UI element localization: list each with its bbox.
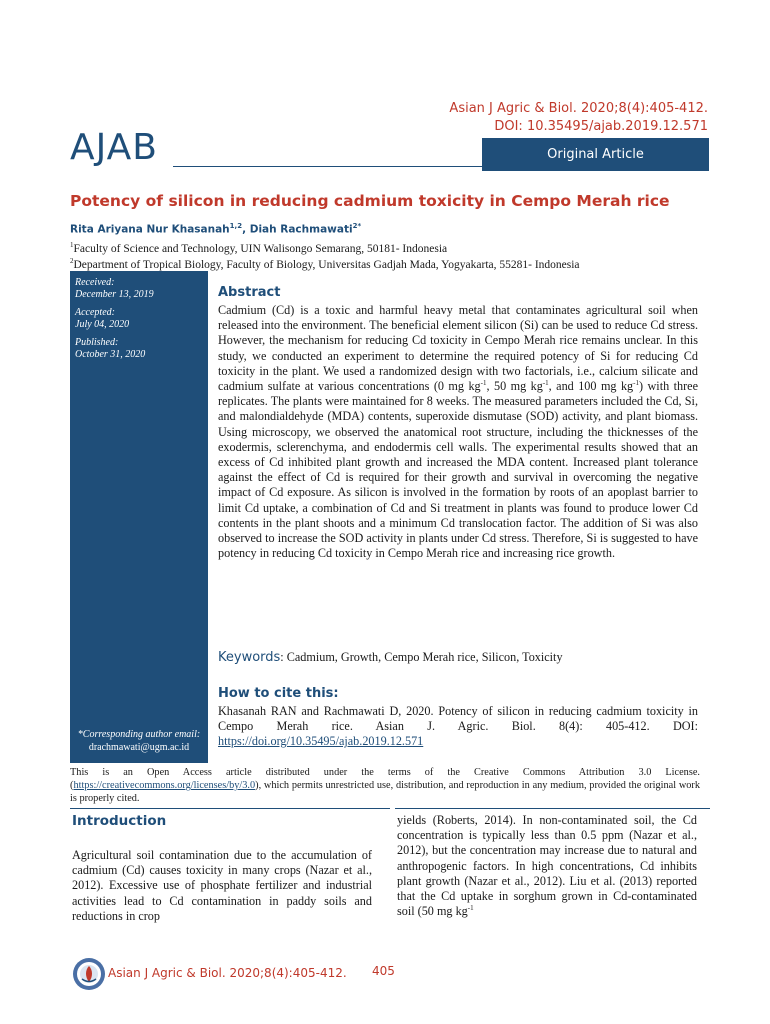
corresponding-email[interactable]: drachmawati@ugm.ac.id <box>88 742 190 753</box>
keywords <box>218 650 708 665</box>
received-label: Received: <box>75 277 115 288</box>
how-to-cite-body: Khasanah RAN and Rachmawati D, 2020. Potency of silicon in reducing cadmium toxicity in Cempo Merah rice. Asian J. Agric. Biol. 8(4): 405-412. DOI: https://doi.org/10.35495/ajab.2019.12.571 <box>218 704 698 749</box>
affiliation-marker: 1 <box>70 241 74 249</box>
introduction-left-column: Agricultural soil contamination due to the accumulation of cadmium (Cd) causes toxicity in many crops (Nazar et al., 2012). Excessive use of phosphate fertilizer and industrial activities lead to Cd contamination in paddy soils and reductions in crop <box>72 848 372 923</box>
author-affil-marker: 1,2 <box>229 222 243 230</box>
page-number: 405 <box>372 964 395 978</box>
header-citation-line1: Asian J Agric & Biol. 2020;8(4):405-412. <box>449 101 708 116</box>
section-rule-left <box>70 808 390 809</box>
accepted-date <box>75 307 205 331</box>
corresponding-label: *Corresponding author email: <box>77 729 201 740</box>
accepted-label: Accepted: <box>75 307 115 318</box>
received-date <box>75 277 205 301</box>
author-name: Rita Ariyana Nur Khasanah <box>70 223 230 236</box>
received-value: December 13, 2019 <box>75 289 154 300</box>
journal-logo: AJAB <box>70 127 158 168</box>
keywords-label: Keywords <box>218 650 281 665</box>
published-date <box>75 337 205 361</box>
published-value: October 31, 2020 <box>75 349 146 360</box>
license-notice: This is an Open Access article distributed under the terms of the Creative Commons Attribution 3.0 License. (https://creativecommons.org/licenses/by/3.0), which permits unrestricted use, distribution, and reproduction in any medium, provided the original work is properly cited. <box>70 767 700 805</box>
affiliation-text: Faculty of Science and Technology, UIN Walisongo Semarang, 50181- Indonesia <box>73 242 448 255</box>
footer-citation: Asian J Agric & Biol. 2020;8(4):405-412. <box>108 966 347 980</box>
author-affil-marker: 2* <box>352 222 362 230</box>
article-type-badge: Original Article <box>482 138 709 171</box>
abstract-heading: Abstract <box>218 285 281 300</box>
affiliation-2 <box>70 254 580 272</box>
header-doi-line[interactable]: DOI: 10.35495/ajab.2019.12.571 <box>494 119 708 134</box>
accepted-value: July 04, 2020 <box>75 319 130 330</box>
article-dates <box>75 277 205 367</box>
affiliation-text: Department of Tropical Biology, Faculty of Biology, Universitas Gadjah Mada, Yogyakarta, 55281- Indonesia <box>73 258 580 271</box>
article-title: Potency of silicon in reducing cadmium toxicity in Cempo Merah rice <box>70 192 670 210</box>
affiliation-marker: 2 <box>70 257 74 265</box>
introduction-right-column: yields (Roberts, 2014). In non-contaminated soil, the Cd concentration is typically less than 0.5 ppm (Nazar et al., 2012), but the concentration may increase due to natural and anthropogenic factors. In high concentrations, Cd inhibits plant growth (Nazar et al., 2012). Liu et al. (2013) reported that the Cd uptake in sorghum grown in Cd-contaminated soil (50 mg $kg^{-1}$ <box>397 813 697 919</box>
journal-seal-icon <box>72 957 106 991</box>
author-separator: , <box>242 223 250 236</box>
introduction-heading: Introduction <box>72 813 167 829</box>
published-label: Published: <box>75 337 119 348</box>
section-rule-right <box>395 808 710 809</box>
header-citation <box>449 100 708 136</box>
how-to-cite-heading: How to cite this: <box>218 686 339 701</box>
abstract-body: Cadmium (Cd) is a toxic and harmful heavy metal that contaminates agricultural soil when released into the environment. The beneficial element silicon (Si) can be used to reduce Cd stress. However, the mechanism for reducing Cd toxicity in Cempo Merah rice remains unclear. In this study, we conducted an experiment to determine the required potency of Si for reducing Cd toxicity in the plant. We used a randomized design with two factorials, i.e., calcium silicate and cadmium sulfate at various concentrations (0 mg $kg^{-1}$, 50 mg $kg^{-1}$, and 100 mg $kg^{-1}$) with three replicates. The plants were maintained for 8 weeks. The measured parameters included the Cd, Si, and malondialdehyde (MDA) contents, superoxide dismutase (SOD) activity, and plant biomass. Using microscopy, we observed the anatomical root structure, including the thicknesses of the exodermis, sclerenchyma, and endodermis cell walls. The experimental results showed that an excess of Cd inhibited plant growth and increased the MDA content. Increased plant tolerance against the effect of Cd is required for their growth and survival in overcoming the negative impact of Cd exposure. As silicon is involved in the formation by roots of an apoplast barrier to limit Cd uptake, a combination of Cd and Si treatment in plants was found to produce lower Cd contents in the plant shoots and a minimum Cd translocation factor. The addition of Si was also observed to increase the SOD activity in plants under Cd stress. Therefore, Si is suggested to have potency in reducing Cd toxicity in Cempo Merah rice and increasing rice growth. <box>218 303 698 561</box>
license-link[interactable]: https://creativecommons.org/licenses/by/3.0 <box>73 780 256 792</box>
corresponding-author <box>72 728 206 754</box>
header-rule <box>173 166 485 167</box>
keywords-text: : Cadmium, Growth, Cempo Merah rice, Silicon, Toxicity <box>280 650 563 664</box>
author-list <box>70 222 361 236</box>
doi-link[interactable]: https://doi.org/10.35495/ajab.2019.12.571 <box>218 734 424 749</box>
author-name: Diah Rachmawati <box>249 223 353 236</box>
